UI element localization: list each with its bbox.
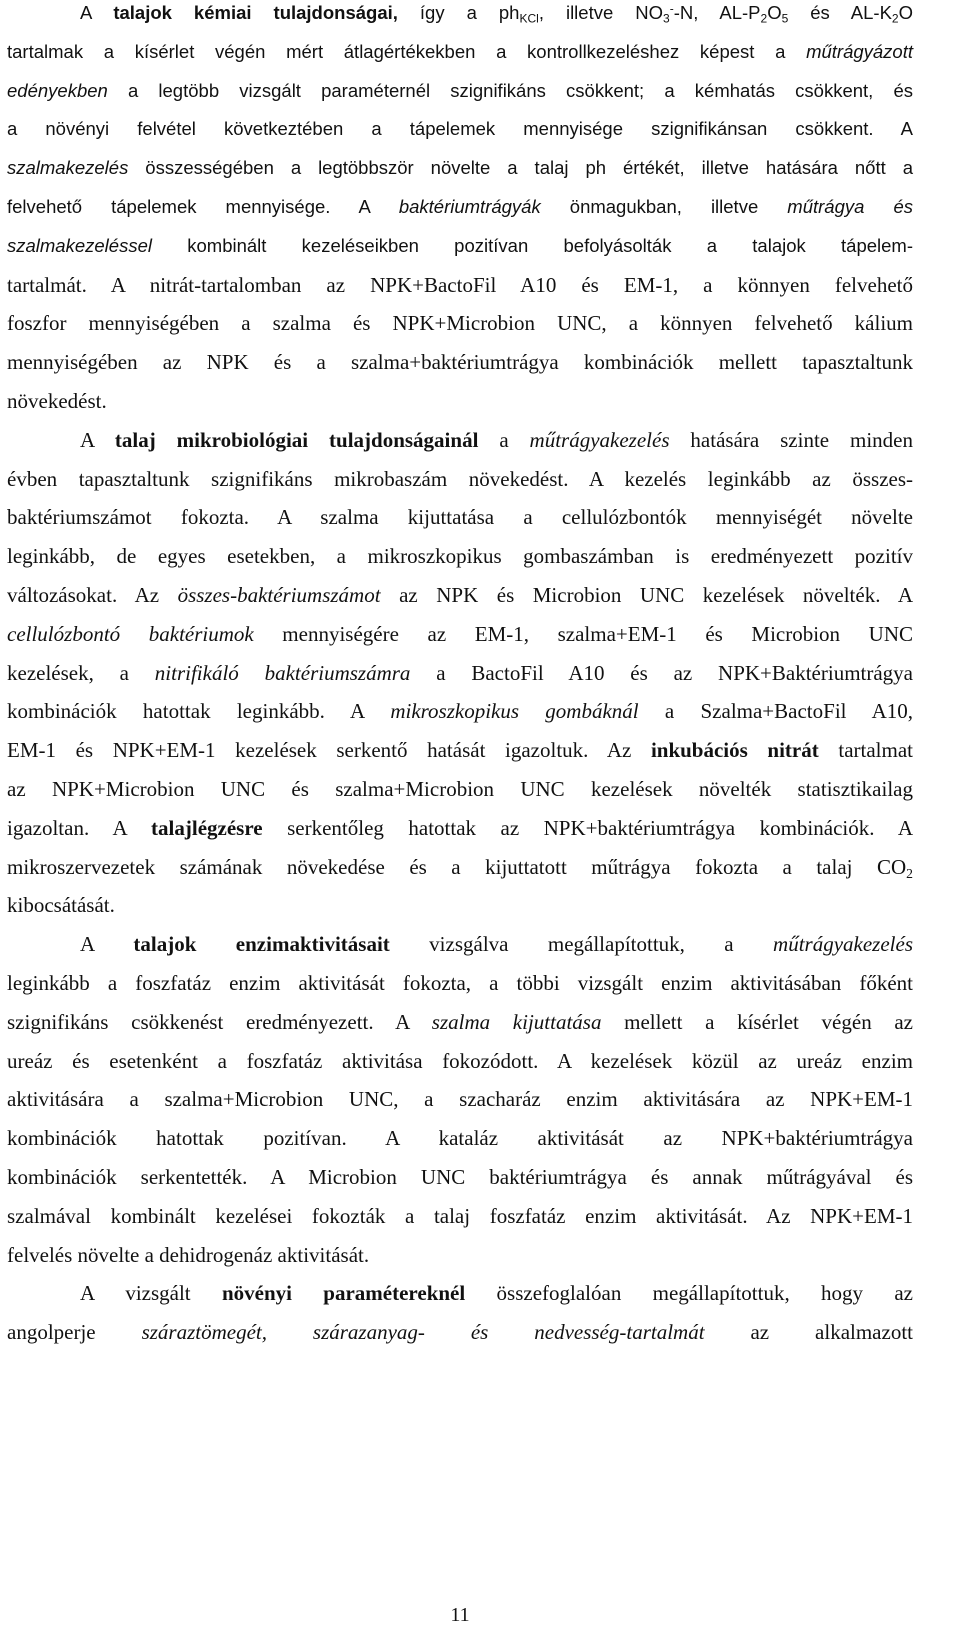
text-run: szignifikáns csökkenést eredményezett. A	[7, 1009, 432, 1034]
text-run: változásokat. Az	[7, 583, 178, 607]
text-run: évben tapasztaltunk szignifikáns mikrobaszám növekedést. A kezelés leginkább az összes-	[7, 466, 913, 491]
text-line	[7, 1009, 913, 1035]
text-line	[7, 854, 913, 880]
text-run: az NPK+Microbion UNC és szalma+Microbion UNC kezelések növelték statisztikailag	[7, 777, 913, 801]
text-run: növekedést.	[7, 389, 107, 413]
text-run: összességében a legtöbbször növelte a talaj ph értékét, illetve hatására nőtt a	[128, 157, 913, 179]
text-line	[7, 310, 913, 336]
text-line	[7, 1242, 913, 1268]
text-run: serkentőleg hatottak az NPK+baktériumtrágya kombinációk. A	[262, 815, 913, 840]
text-run: az alkalmazott	[704, 1320, 913, 1345]
text-run: szalmával kombinált kezelései fokozták a talaj foszfatáz enzim aktivitását. Az NPK+EM-1	[7, 1203, 913, 1228]
formula-index: -	[669, 1, 674, 16]
text-run: mennyiségében az NPK és a szalma+baktériumtrágya kombinációk mellett tapasztaltunk	[7, 350, 913, 375]
text-line	[7, 776, 913, 802]
formula-index: KCl	[519, 11, 539, 26]
text-run: tartalmak a kísérlet végén mért átlagértékekben a kontrollkezeléshez képest a	[7, 40, 807, 62]
italic-term: nitrifikáló baktériumszámra	[154, 660, 411, 685]
text-run: leginkább, de egyes esetekben, a mikroszkopikus gombaszámban is eredményezett pozitív	[7, 544, 913, 569]
italic-term: edényekben	[7, 79, 108, 101]
text-line	[80, 1280, 913, 1306]
text-run: A vizsgált	[80, 1281, 222, 1306]
text-line	[7, 815, 913, 841]
formula-index: 2	[906, 865, 913, 881]
text-run: kombinációk hatottak leginkább. A	[7, 699, 391, 724]
text-run: mikroszervezetek számának növekedése és a kijuttatott műtrágya fokozta a talaj CO	[7, 854, 907, 879]
text-line	[7, 970, 913, 996]
text-run: a Szalma+BactoFil A10,	[638, 699, 914, 724]
text-run: kombinált kezeléseikben pozitívan befolyásolták a talajok tápelem-	[151, 234, 913, 256]
italic-term: műtrágyakezelés	[529, 427, 670, 452]
text-line	[7, 388, 913, 414]
formula-index: 2	[760, 11, 768, 26]
text-line	[7, 621, 913, 647]
italic-term: mikroszkopikus gombáknál	[390, 699, 639, 724]
text-line	[7, 504, 913, 530]
text-run: igazoltan. A	[7, 815, 152, 840]
text-run: a BactoFil A10 és az NPK+Baktériumtrágya	[410, 660, 914, 685]
text-line	[7, 233, 913, 259]
text-line	[7, 155, 913, 181]
text-run: önmagukban, illetve	[540, 196, 788, 217]
text-run: kibocsátását.	[7, 893, 115, 918]
text-line	[7, 892, 913, 918]
italic-term: szalmakezelés	[7, 157, 129, 179]
text-line	[7, 1164, 913, 1190]
text-line	[7, 116, 913, 142]
italic-term: műtrágyakezelés	[773, 932, 913, 957]
text-run: vizsgálva megállapítottuk, a	[389, 932, 774, 957]
text-line	[7, 349, 913, 375]
italic-term: összes-baktériumszámot	[177, 583, 381, 607]
formula-index: 2	[891, 11, 899, 26]
text-run: aktivitására a szalma+Microbion UNC, a szacharáz enzim aktivitására az NPK+EM-1	[7, 1087, 913, 1112]
text-run: tartalmat	[818, 738, 913, 763]
text-line	[7, 1125, 913, 1151]
text-line	[7, 1048, 913, 1074]
bold-term: inkubációs nitrát	[650, 738, 819, 763]
text-run: A	[80, 932, 134, 957]
text-line	[80, 0, 913, 26]
bold-term: talajok kémiai tulajdonságai,	[113, 2, 398, 23]
text-run: A	[80, 2, 114, 23]
text-line	[7, 1319, 913, 1345]
text-line	[7, 194, 913, 220]
text-run: a	[478, 427, 530, 452]
text-run: angolperje	[7, 1320, 142, 1345]
text-line	[7, 582, 913, 608]
text-run: mellett a kísérlet végén az	[601, 1009, 913, 1034]
text-line	[7, 272, 913, 298]
bold-term: talaj mikrobiológiai tulajdonságainál	[114, 427, 479, 452]
italic-term: műtrágyázott	[806, 40, 913, 62]
text-run: O	[767, 2, 782, 23]
text-line	[7, 543, 913, 569]
bold-term: növényi paramétereknél	[221, 1281, 466, 1306]
text-run: így a ph	[397, 2, 520, 23]
text-run: az NPK és Microbion UNC kezelések növelték. A	[380, 583, 913, 607]
text-run: A	[80, 427, 115, 452]
page-number: 11	[450, 1604, 470, 1626]
text-line	[80, 931, 913, 957]
italic-term: műtrágya és	[787, 196, 913, 217]
text-run: összefoglalóan megállapítottuk, hogy az	[465, 1281, 913, 1306]
text-line	[7, 466, 913, 492]
text-line	[7, 1203, 913, 1229]
italic-term: baktériumtrágyák	[398, 196, 541, 217]
text-run: baktériumszámot fokozta. A szalma kijuttatása a cellulózbontók mennyiségét növelte	[7, 505, 913, 530]
text-run: -N, AL-P	[673, 2, 761, 23]
text-run: felvelés növelte a dehidrogenáz aktivitását.	[7, 1242, 370, 1267]
bold-term: talajlégzésre	[151, 815, 263, 840]
text-run: tartalmát. A nitrát-tartalomban az NPK+BactoFil A10 és EM-1, a könnyen felvehető	[7, 272, 913, 297]
text-line	[80, 427, 913, 453]
text-run: mennyiségére az EM-1, szalma+EM-1 és Microbion UNC	[253, 621, 913, 646]
text-line	[7, 698, 913, 724]
text-line	[7, 660, 913, 686]
bold-term: talajok enzimaktivitásait	[133, 932, 390, 957]
text-run: a legtöbb vizsgált paraméternél szignifikáns csökkent; a kémhatás csökkent, és	[107, 79, 913, 101]
italic-term: cellulózbontó baktériumok	[7, 621, 254, 646]
text-run: leginkább a foszfatáz enzim aktivitását fokozta, a többi vizsgált enzim aktivitásában főként	[7, 971, 913, 995]
text-run: , illetve NO	[538, 2, 664, 23]
text-line	[7, 78, 913, 104]
text-run: és AL-K	[788, 2, 892, 23]
text-run: O	[898, 2, 913, 23]
italic-term: szalma kijuttatása	[431, 1009, 602, 1034]
formula-index: 3	[663, 11, 670, 26]
text-run: ureáz és esetenként a foszfatáz aktivitása fokozódott. A kezelések közül az ureáz enzim	[7, 1048, 913, 1073]
text-run: EM-1 és NPK+EM-1 kezelések serkentő hatását igazoltuk. Az	[7, 738, 651, 763]
text-run: foszfor mennyiségében a szalma és NPK+Microbion UNC, a könnyen felvehető kálium	[7, 311, 913, 336]
text-line	[7, 39, 913, 65]
italic-term: szalmakezeléssel	[7, 234, 152, 256]
text-run: hatására szinte minden	[669, 427, 913, 452]
text-run: kombinációk serkentették. A Microbion UNC baktériumtrágya és annak műtrágyával és	[7, 1165, 913, 1189]
formula-index: 5	[781, 11, 789, 26]
text-run: a növényi felvétel következtében a tápelemek mennyisége szignifikánsan csökkent. A	[7, 118, 913, 140]
text-run: kezelések, a	[7, 660, 155, 685]
text-run: felvehető tápelemek mennyisége. A	[7, 196, 399, 217]
text-run: kombinációk hatottak pozitívan. A kataláz aktivitását az NPK+baktériumtrágya	[7, 1126, 913, 1151]
text-line	[7, 737, 913, 763]
italic-term: száraztömegét, szárazanyag- és nedvesség-tartalmát	[141, 1320, 705, 1345]
text-line	[7, 1086, 913, 1112]
